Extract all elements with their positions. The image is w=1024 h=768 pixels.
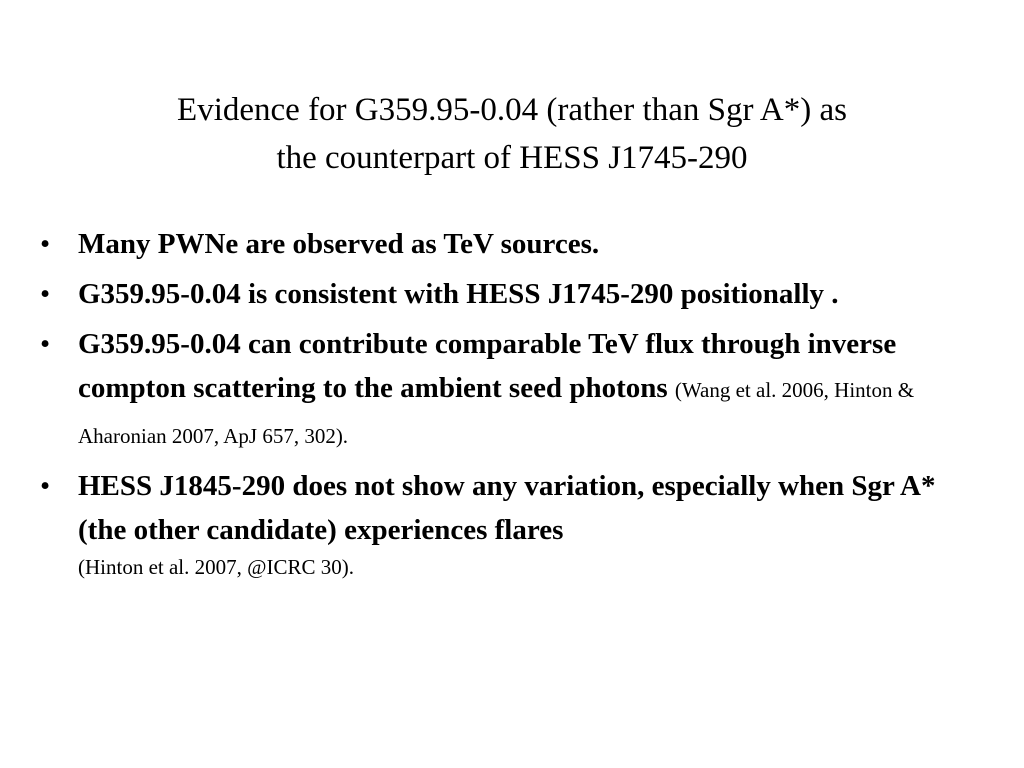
bullet-text: G359.95-0.04 can contribute comparable TeV flux through inverse compton scattering to the ambient seed photons — [78, 328, 897, 404]
slide-title-line-1: Evidence for G359.95-0.04 (rather than Sgr A*) as — [177, 92, 847, 128]
bullet-list — [40, 222, 975, 588]
bullet-dot-icon: • — [40, 470, 51, 502]
bullet-item — [40, 222, 975, 266]
bullet-dot-icon: • — [40, 328, 51, 360]
bullet-dot-icon: • — [40, 278, 51, 310]
bullet-item — [40, 322, 975, 458]
bullet-dot-icon: • — [40, 228, 51, 260]
bullet-text: Many PWNe are observed as TeV sources. — [78, 228, 600, 260]
bullet-text: G359.95-0.04 is consistent with HESS J1745-290 positionally . — [78, 278, 839, 310]
bullet-item — [40, 464, 975, 582]
bullet-citation: (Wang et al. 2006, Hinton & Aharonian 2007, ApJ 657, 302). — [78, 378, 915, 448]
bullet-citation: (Hinton et al. 2007, @ICRC 30). — [78, 555, 354, 579]
slide-title — [60, 86, 964, 182]
bullet-item — [40, 272, 975, 316]
bullet-text: HESS J1845-290 does not show any variation, especially when Sgr A* (the other candidate) experiences flares — [78, 470, 936, 546]
slide-title-line-2: the counterpart of HESS J1745-290 — [276, 140, 748, 176]
